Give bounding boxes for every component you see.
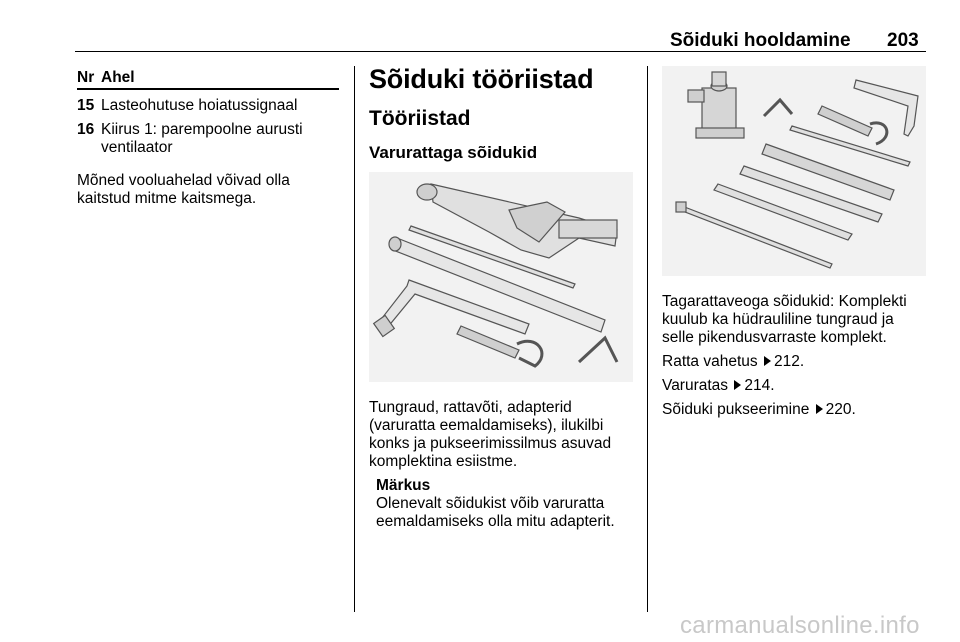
cross-reference[interactable] [662, 352, 804, 371]
table-row-ahel: ventilaator [101, 139, 173, 156]
note-title: Märkus [376, 477, 431, 494]
table-row-nr: 15 [77, 97, 95, 114]
note-text: Olenevalt sõidukist võib varuratta [376, 495, 605, 512]
table-header-rule [77, 88, 339, 90]
reference-label: Ratta vahetus [662, 353, 758, 370]
reference-label: Sõiduki pukseerimine [662, 401, 810, 418]
watermark: carmanualsonline.info [680, 612, 920, 639]
hydraulic-jack-drawing [662, 66, 926, 276]
arrow-icon [764, 356, 771, 366]
header-rule [75, 51, 926, 52]
right-caption: selle pikendusvarraste komplekt. [662, 329, 887, 346]
right-caption: Tagarattaveoga sõidukid: Komplekti [662, 293, 907, 310]
reference-page[interactable]: 212. [773, 353, 805, 370]
cross-reference[interactable] [662, 400, 856, 419]
running-header-title: Sõiduki hooldamine [670, 30, 851, 51]
figure-caption: Tungraud, rattavõti, adapterid [369, 399, 572, 416]
table-row-ahel: Lasteohutuse hoiatussignaal [101, 97, 298, 114]
section-subtitle: Tööriistad [369, 107, 471, 130]
note-text: eemaldamiseks olla mitu adapterit. [376, 513, 615, 530]
figure-caption: konks ja pukseerimissilmus asuvad [369, 435, 612, 452]
hydraulic-jack-illustration [662, 66, 926, 276]
arrow-icon [734, 380, 741, 390]
table-row-nr: 16 [77, 121, 95, 138]
arrow-icon [816, 404, 823, 414]
page-number: 203 [887, 30, 919, 51]
figure-caption: (varuratta eemaldamiseks), ilukilbi [369, 417, 604, 434]
section-subsubtitle: Varurattaga sõidukid [369, 143, 538, 162]
tool-kit-drawing [369, 172, 633, 382]
table-row-ahel: Kiirus 1: parempoolne aurusti [101, 121, 303, 138]
figure-caption: komplektina esiistme. [369, 453, 518, 470]
reference-page[interactable]: 220. [825, 401, 856, 418]
section-title: Sõiduki tööriistad [369, 64, 594, 94]
reference-page[interactable]: 214. [744, 377, 775, 394]
table-header-nr: Nr [77, 69, 95, 86]
right-caption: kuulub ka hüdrauliline tungraud ja [662, 311, 894, 328]
left-note: kaitstud mitme kaitsmega. [77, 190, 257, 207]
tool-kit-illustration [369, 172, 633, 382]
table-header-ahel: Ahel [101, 69, 135, 86]
column-divider-left [354, 66, 355, 612]
reference-label: Varuratas [662, 377, 729, 394]
cross-reference[interactable] [662, 376, 775, 395]
column-divider-right [647, 66, 648, 612]
left-note: Mõned vooluahelad võivad olla [77, 172, 290, 189]
